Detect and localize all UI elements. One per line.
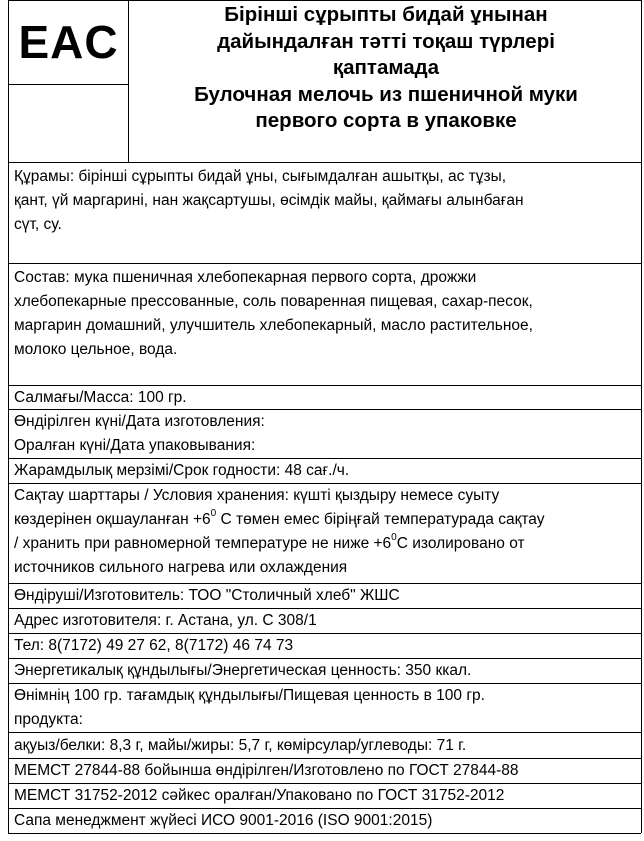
storage-text: С изолировано от — [396, 535, 525, 552]
composition-kz — [14, 165, 637, 237]
row-divider — [8, 263, 641, 264]
storage-line — [14, 508, 637, 532]
composition-ru-line: молоко цельное, вода. — [14, 341, 178, 358]
eac-mark: EAC — [18, 16, 119, 68]
mass-field: Салмағы/Масса: 100 гр. — [14, 389, 187, 406]
title-kz-line: қаптамада — [332, 56, 440, 79]
storage-line: источников сильного нагрева или охлаждения — [14, 559, 348, 576]
nutrition-title — [14, 684, 637, 732]
storage-text: көздерінен оқшауланған +6 — [14, 511, 211, 528]
label-left-border — [8, 0, 9, 833]
header-divider — [128, 0, 129, 162]
storage-text: / хранить при равномерной температуре не ниже +6 — [14, 535, 392, 552]
shelf-life-field: Жарамдылық мерзімі/Срок годности: 48 сағ./ч. — [14, 462, 350, 479]
title-ru-line: Булочная мелочь из пшеничной муки — [194, 82, 578, 106]
composition-ru — [14, 266, 637, 362]
storage-text: С төмен емес біріңғай температурада сақтау — [216, 511, 545, 528]
nutrition-title-line: Өнімнің 100 гр. тағамдық құндылығы/Пищевая ценность в 100 гр. — [14, 687, 485, 704]
title-kz-line: дайындалған тәтті тоқаш түрлері — [217, 29, 555, 53]
title-ru-line: первого сорта в упаковке — [255, 109, 517, 132]
label-right-border — [641, 0, 642, 833]
row-divider — [8, 732, 641, 733]
manufacturer-field: Өндіруші/Изготовитель: ТОО "Столичный хлеб" ЖШС — [14, 587, 400, 604]
energy-field: Энергетикалық құндылығы/Энергетическая ценность: 350 ккал. — [14, 662, 472, 679]
title-kz-line: Бірінші сұрыпты бидай ұнынан — [224, 3, 548, 26]
quality-system: Сапа менеджмент жүйесі ИСО 9001-2016 (ISO 9001:2015) — [14, 812, 433, 829]
row-divider — [8, 84, 128, 85]
storage-conditions — [14, 484, 637, 580]
degree-mark: 0 — [391, 532, 397, 543]
nutrition-values: ақуыз/белки: 8,3 г, майы/жиры: 5,7 г, көмірсулар/углеводы: 71 г. — [14, 737, 467, 754]
composition-kz-line: қант, үй маргарині, нан жақсартушы, өсімдік майы, қаймағы алынбаған — [14, 192, 524, 209]
composition-ru-line: хлебопекарные прессованные, соль поваренная пищевая, сахар-песок, — [14, 293, 533, 310]
storage-line — [14, 532, 637, 556]
product-label — [8, 0, 641, 833]
composition-kz-line: сүт, су. — [14, 216, 62, 233]
product-title — [133, 2, 639, 135]
row-divider — [8, 833, 641, 834]
standard-production: МЕМСТ 27844-88 бойынша өндірілген/Изготовлено по ГОСТ 27844-88 — [14, 762, 519, 779]
composition-ru-line: Состав: мука пшеничная хлебопекарная первого сорта, дрожжи — [14, 269, 477, 286]
phone-field: Тел: 8(7172) 49 27 62, 8(7172) 46 74 73 — [14, 637, 294, 654]
production-date-field: Өндірілген күні/Дата изготовления: — [14, 413, 265, 430]
address-field: Адрес изготовителя: г. Астана, ул. С 308/1 — [14, 612, 317, 629]
storage-line: Сақтау шарттары / Условия хранения: күшті қыздыру немесе суыту — [14, 487, 500, 504]
degree-mark: 0 — [210, 508, 217, 519]
packing-date-field: Оралған күні/Дата упаковывания: — [14, 437, 256, 454]
composition-kz-line: Құрамы: бірінші сұрыпты бидай ұны, сығымдалған ашытқы, ас тұзы, — [14, 168, 507, 185]
row-divider — [8, 162, 641, 163]
composition-ru-line: маргарин домашний, улучшитель хлебопекарный, масло растительное, — [14, 317, 533, 334]
standard-packing: МЕМСТ 31752-2012 сәйкес оралған/Упаковано по ГОСТ 31752-2012 — [14, 787, 505, 804]
nutrition-title-line: продукта: — [14, 711, 83, 728]
